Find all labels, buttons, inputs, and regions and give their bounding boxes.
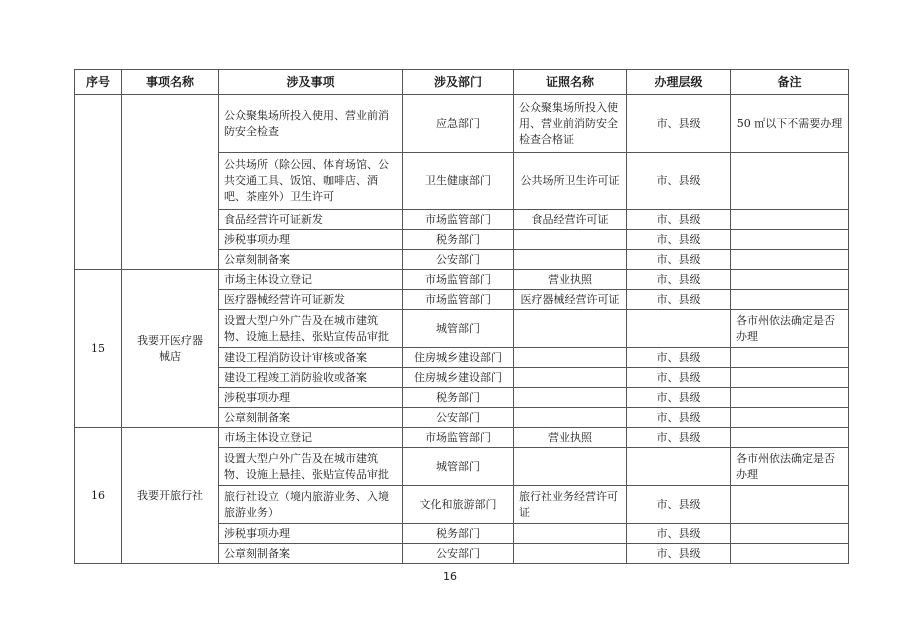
involved-item-cell: 设置大型户外广告及在城市建筑物、设施上悬挂、张贴宣传品审批 [219,448,403,486]
license-cell: 营业执照 [514,270,627,290]
note-cell [731,210,849,230]
involved-item-cell: 旅行社设立（境内旅游业务、入境旅游业务） [219,486,403,524]
department-cell: 公安部门 [403,544,514,564]
level-cell: 市、县级 [627,230,731,250]
license-cell [514,368,627,388]
license-cell [514,230,627,250]
involved-item-cell: 公章刻制备案 [219,544,403,564]
involved-item-cell: 建设工程竣工消防验收或备案 [219,368,403,388]
department-cell: 文化和旅游部门 [403,486,514,524]
note-cell [731,486,849,524]
license-cell [514,388,627,408]
level-cell: 市、县级 [627,348,731,368]
table-row [75,95,849,153]
level-cell: 市、县级 [627,388,731,408]
license-cell [514,524,627,544]
license-cell: 医疗器械经营许可证 [514,290,627,310]
license-cell: 营业执照 [514,428,627,448]
involved-item-cell: 市场主体设立登记 [219,270,403,290]
note-cell [731,428,849,448]
table-row [75,270,849,290]
involved-item-cell: 设置大型户外广告及在城市建筑物、设施上悬挂、张贴宣传品审批 [219,310,403,348]
license-cell: 旅行社业务经营许可证 [514,486,627,524]
header-cell: 备注 [731,70,849,95]
row-number-cell [75,95,122,270]
note-cell [731,290,849,310]
matter-name-cell [122,95,219,270]
matter-name-cell: 我要开医疗器械店 [122,270,219,428]
table-body [75,95,849,564]
matters-table [74,69,849,564]
license-cell [514,348,627,368]
level-cell: 市、县级 [627,290,731,310]
header-cell: 事项名称 [122,70,219,95]
department-cell: 市场监管部门 [403,210,514,230]
department-cell: 住房城乡建设部门 [403,348,514,368]
license-cell [514,544,627,564]
header-cell: 证照名称 [514,70,627,95]
department-cell: 市场监管部门 [403,270,514,290]
department-cell: 市场监管部门 [403,428,514,448]
level-cell: 市、县级 [627,544,731,564]
department-cell: 公安部门 [403,250,514,270]
header-cell: 序号 [75,70,122,95]
table-row [75,428,849,448]
level-cell: 市、县级 [627,368,731,388]
department-cell: 公安部门 [403,408,514,428]
level-cell: 市、县级 [627,408,731,428]
department-cell: 应急部门 [403,95,514,153]
level-cell: 市、县级 [627,210,731,230]
department-cell: 市场监管部门 [403,290,514,310]
involved-item-cell: 涉税事项办理 [219,524,403,544]
note-cell [731,270,849,290]
note-cell [731,250,849,270]
note-cell [731,348,849,368]
note-cell [731,153,849,210]
note-cell [731,368,849,388]
license-cell: 公众聚集场所投入使用、营业前消防安全检查合格证 [514,95,627,153]
note-cell: 各市州依法确定是否办理 [731,310,849,348]
level-cell: 市、县级 [627,428,731,448]
involved-item-cell: 市场主体设立登记 [219,428,403,448]
department-cell: 税务部门 [403,230,514,250]
department-cell: 卫生健康部门 [403,153,514,210]
note-cell [731,544,849,564]
department-cell: 城管部门 [403,310,514,348]
note-cell [731,388,849,408]
involved-item-cell: 涉税事项办理 [219,388,403,408]
license-cell: 食品经营许可证 [514,210,627,230]
department-cell: 住房城乡建设部门 [403,368,514,388]
level-cell: 市、县级 [627,153,731,210]
level-cell: 市、县级 [627,486,731,524]
header-cell: 涉及部门 [403,70,514,95]
row-number-cell: 16 [75,428,122,564]
header-cell: 涉及事项 [219,70,403,95]
involved-item-cell: 医疗器械经营许可证新发 [219,290,403,310]
involved-item-cell: 食品经营许可证新发 [219,210,403,230]
matter-name-cell: 我要开旅行社 [122,428,219,564]
involved-item-cell: 涉税事项办理 [219,230,403,250]
header-cell: 办理层级 [627,70,731,95]
involved-item-cell: 公共场所（除公园、体育场馆、公共交通工具、饭馆、咖啡店、酒吧、茶座外）卫生许可 [219,153,403,210]
involved-item-cell: 公章刻制备案 [219,408,403,428]
department-cell: 税务部门 [403,388,514,408]
row-number-cell: 15 [75,270,122,428]
license-cell: 公共场所卫生许可证 [514,153,627,210]
license-cell [514,448,627,486]
department-cell: 城管部门 [403,448,514,486]
page-number: 16 [443,570,457,583]
level-cell [627,448,731,486]
license-cell [514,408,627,428]
involved-item-cell: 公章刻制备案 [219,250,403,270]
department-cell: 税务部门 [403,524,514,544]
level-cell: 市、县级 [627,250,731,270]
note-cell: 各市州依法确定是否办理 [731,448,849,486]
level-cell: 市、县级 [627,270,731,290]
note-cell: 50 ㎡以下不需要办理 [731,95,849,153]
note-cell [731,524,849,544]
involved-item-cell: 建设工程消防设计审核或备案 [219,348,403,368]
license-cell [514,310,627,348]
involved-item-cell: 公众聚集场所投入使用、营业前消防安全检查 [219,95,403,153]
header-row [75,70,849,95]
license-cell [514,250,627,270]
note-cell [731,230,849,250]
level-cell: 市、县级 [627,524,731,544]
level-cell: 市、县级 [627,95,731,153]
level-cell [627,310,731,348]
note-cell [731,408,849,428]
